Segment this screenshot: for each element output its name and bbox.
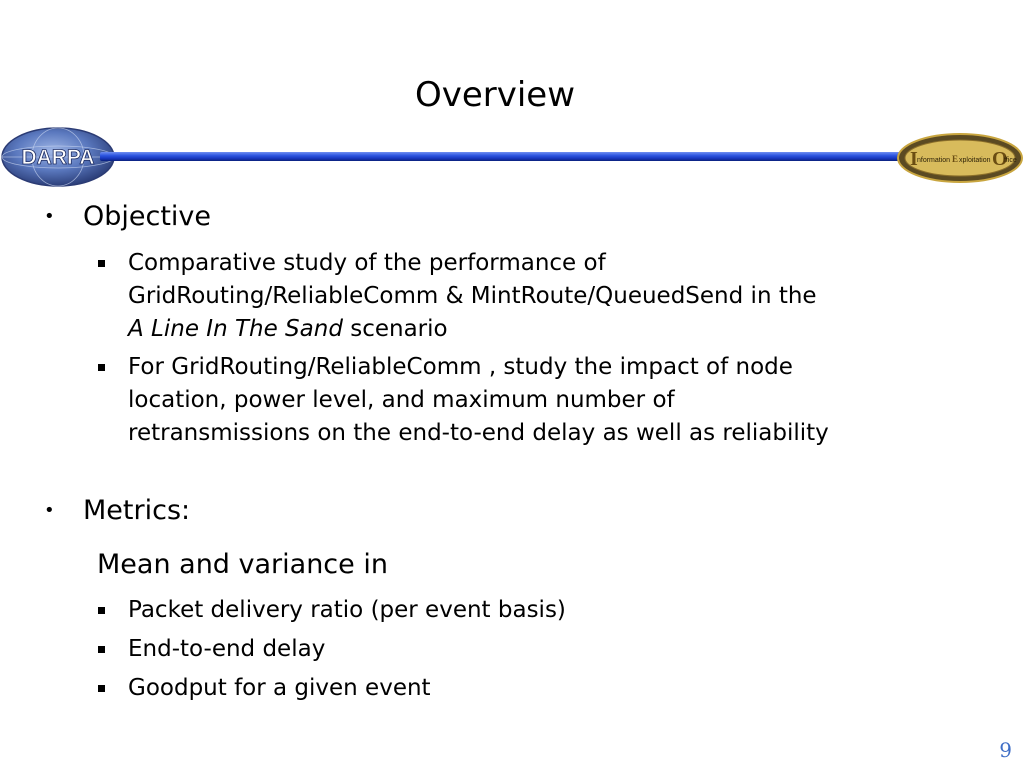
square-bullet [98,364,105,371]
ixo-initial-o: O [992,148,1008,170]
darpa-logo-text: DARPA [21,146,95,169]
metrics-intro: Mean and variance in [97,549,388,580]
objective-item-1-line-1: Comparative study of the performance of [128,250,606,276]
objective-item-1-line-2: GridRouting/ReliableComm & MintRoute/QueuedSend in the [128,283,817,309]
square-bullet [98,685,105,692]
objective-item-1-line-3 [128,313,978,346]
header-divider-bar [100,152,910,161]
ixo-word-office: ffice [1004,157,1017,164]
bullet-dot: • [44,500,55,521]
ixo-word-information: nformation [917,157,951,164]
objective-item-2-line-2: location, power level, and maximum number of [128,387,675,413]
metrics-item-2-text: End-to-end delay [128,636,326,662]
objective-heading: Objective [83,201,212,232]
ixo-initial-e: E [952,154,959,164]
objective-item-2-line-1: For GridRouting/ReliableComm , study the impact of node [128,354,793,380]
bullet-dot: • [44,206,55,227]
slide-title: Overview [414,75,576,115]
ixo-logo [896,132,1024,184]
metrics-item-1-text: Packet delivery ratio (per event basis) [128,597,566,623]
objective-item-2-line-3: retransmissions on the end-to-end delay as well as reliability [128,420,829,446]
ixo-word-exploitation: xploitation [959,157,991,164]
scenario-name: A Line In The Sand [128,316,343,342]
square-bullet [98,260,105,267]
scenario-suffix: scenario [342,316,448,342]
metrics-heading: Metrics: [83,495,191,526]
square-bullet [98,646,105,653]
square-bullet [98,607,105,614]
page-number: 9 [999,738,1012,762]
metrics-item-3-text: Goodput for a given event [128,675,431,701]
ixo-initial-i: I [910,148,918,170]
